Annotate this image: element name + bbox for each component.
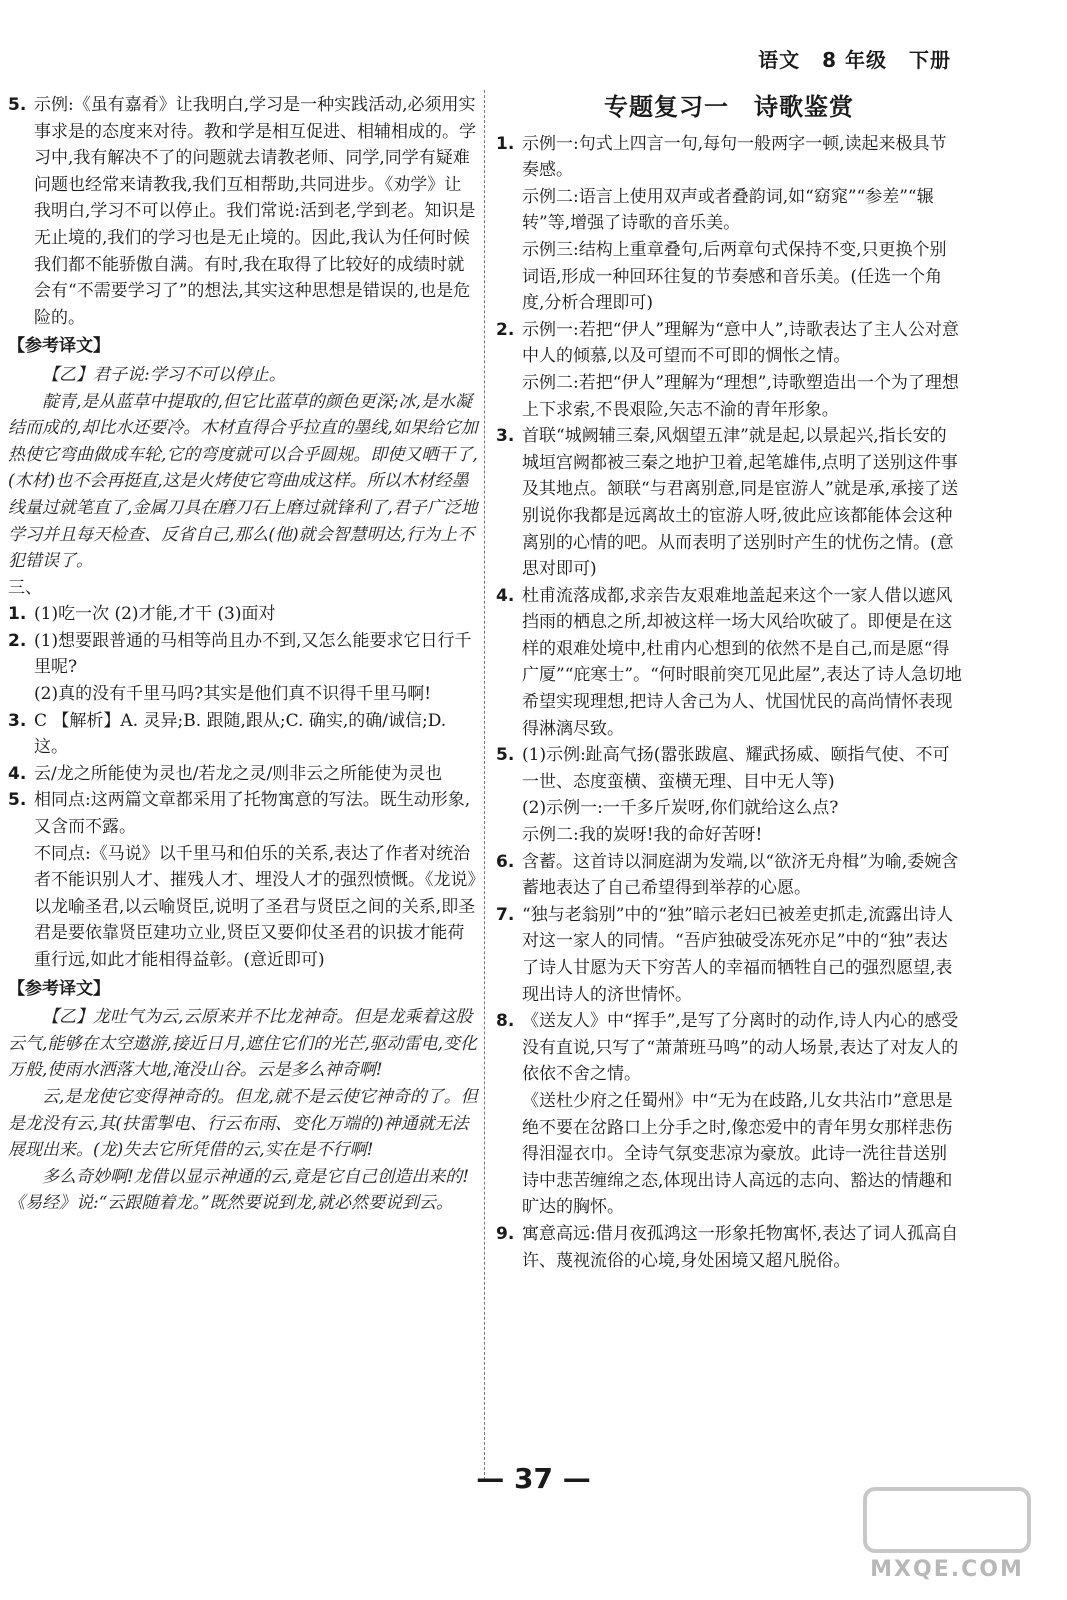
item-number: 9.: [496, 1223, 515, 1244]
item-text: 含蓄。这首诗以洞庭湖为发端,以“欲济无舟楫”为喻,委婉含蓄地表达了自己希望得到举荐的心愿。: [522, 851, 959, 899]
answer-item: [496, 902, 962, 1008]
answer-item: [496, 1008, 962, 1221]
item-text: (1)吃一次 (2)才能,才干 (3)面对: [34, 604, 276, 625]
item-number: 7.: [496, 904, 515, 925]
translation-paragraph: 云,是龙使它变得神奇的。但龙,就不是云使它神奇的了。但是龙没有云,其(扶雷掣电、行云布雨、变化万端的)神通就无法展现出来。(龙)失去它所凭借的云,实在是不行啊!: [8, 1086, 478, 1161]
item-number: 5.: [8, 95, 27, 115]
reference-translation-label: 【参考译文】: [8, 336, 110, 357]
item-text: C 【解析】A. 灵异;B. 跟随,跟从;C. 确实,的确/诚信;D. 这。: [34, 710, 447, 758]
item-text: (2)示例一:一千多斤炭呀,你们就给这么点?: [522, 798, 839, 819]
translation-paragraph: 靛青,是从蓝草中提取的,但它比蓝草的颜色更深;冰,是水凝结而成的,却比水还要冷。木材直得合乎拉直的墨线,如果给它加热使它弯曲做成车轮,它的弯度就可以合乎圆规。即使又晒干了,(木材)也不会再挺直,这是火烤使它弯曲成这样。所以木材经墨线量过就笔直了,金属刀具在磨刀石上磨过就锋利了,君子广泛地学习并且每天检查、反省自己,那么(他)就会智慧明达,行为上不犯错误了。: [8, 391, 478, 572]
answer-item: [8, 787, 478, 973]
left-column: [8, 92, 478, 1217]
header-volume: 下册: [909, 48, 951, 72]
right-column: [496, 92, 962, 1274]
answer-item: [8, 628, 478, 708]
item-text: 不同点:《马说》以千里马和伯乐的关系,表达了作者对统治者不能识别人才、摧残人才、埋没人才的强烈愤慨。《龙说》以龙喻圣君,以云喻贤臣,说明了圣君与贤臣之间的关系,即圣君是要依靠贤臣建功立业,贤臣又要仰仗圣君的识拔才能荷重行远,如此才能相得益彰。(意近即可): [34, 843, 476, 970]
reference-translation: [8, 1004, 478, 1217]
column-divider: [484, 90, 485, 1480]
item-text: 示例一:若把“伊人”理解为“意中人”,诗歌表达了主人公对意中人的倾慕,以及可望而不可即的惆怅之情。: [522, 319, 959, 367]
watermark-logo: [863, 1487, 1031, 1582]
answer-item: [8, 92, 478, 331]
item-text: 示例:《虽有嘉肴》让我明白,学习是一种实践活动,必须用实事求是的态度来对待。教和学是相互促进、相辅相成的。学习中,我有解决不了的问题就去请教老师、同学,同学有疑难问题也经常来请教我,我们互相帮助,共同进步。《劝学》让我明白,学习不可以停止。我们常说:活到老,学到老。知识是无止境的,我们的学习也是无止境的。因此,我认为任何时候我们都不能骄傲自满。有时,我在取得了比较好的成绩时就会有“不需要学习了”的想法,其实这种思想是错误的,也是危险的。: [34, 95, 476, 328]
answer-item: [496, 1221, 962, 1274]
item-number: 4.: [496, 585, 515, 606]
item-number: 6.: [496, 851, 515, 872]
item-number: 3.: [8, 710, 27, 731]
page-number: — 37 —: [476, 1462, 591, 1495]
answer-item: [8, 761, 478, 788]
item-number: 5.: [496, 745, 515, 766]
section-heading: 三、: [8, 577, 42, 598]
item-text: (2)真的没有千里马吗?其实是他们真不识得千里马啊!: [34, 684, 432, 705]
watermark-url: MXQE.COM: [870, 1557, 1024, 1582]
answer-item: [8, 601, 478, 628]
answer-item: [496, 423, 962, 583]
answer-item: [496, 317, 962, 423]
answer-item: [496, 131, 962, 317]
item-text: “独与老翁别”中的“独”暗示老妇已被差吏抓走,流露出诗人对这一家人的同情。“吾庐独破受冻死亦足”中的“独”表达了诗人甘愿为天下穷苦人的幸福而牺牲自己的强烈愿望,表现出诗人的济世情怀。: [522, 904, 954, 1005]
answer-item: [8, 708, 478, 761]
answer-item: [496, 583, 962, 743]
answer-item: [496, 849, 962, 902]
item-number: 8.: [496, 1011, 515, 1032]
right-answer-list: [496, 131, 962, 1275]
item-number: 1.: [496, 133, 515, 154]
item-number: 4.: [8, 763, 27, 784]
reference-translation: [8, 362, 478, 575]
item-text: 杜甫流落成都,求亲告友艰难地盖起来这个一家人借以遮风挡雨的栖息之所,却被这样一场大风给吹破了。即便是在这样的艰难处境中,杜甫内心想到的依然不是自己,而是愿“得广厦”“庇寒士”。“何时眼前突兀见此屋”,表达了诗人急切地希望实现理想,把诗人舍己为人、忧国忧民的高尚情怀表现得淋漓尽致。: [522, 585, 962, 739]
item-text: 示例二:若把“伊人”理解为“理想”,诗歌塑造出一个为了理想上下求索,不畏艰险,矢志不渝的青年形象。: [522, 372, 959, 420]
reference-translation-label: 【参考译文】: [8, 978, 110, 999]
header-grade: 8 年级: [822, 48, 888, 72]
item-text: 寓意高远:借月夜孤鸿这一形象托物寓怀,表达了词人孤高自许、蔑视流俗的心境,身处困境又超凡脱俗。: [522, 1223, 959, 1271]
item-text: (1)示例:趾高气扬(嚣张跋扈、耀武扬威、颐指气使、不可一世、态度蛮横、蛮横无理、目中无人等): [522, 745, 950, 792]
item-text: 示例二:语言上使用双声或者叠韵词,如“窈窕”“参差”“辗转”等,增强了诗歌的音乐美。: [522, 186, 934, 234]
item-text: 相同点:这两篇文章都采用了托物寓意的写法。既生动形象,又含而不露。: [34, 790, 471, 838]
watermark-icon: [863, 1487, 1031, 1553]
item-text: 《送友人》中“挥手”,是写了分离时的动作,诗人内心的感受没有直说,只写了“萧萧班马鸣”的动人场景,表达了对友人的依依不舍之情。: [522, 1011, 959, 1085]
item-number: 3.: [496, 426, 515, 447]
item-number: 2.: [8, 630, 27, 651]
translation-paragraph: 【乙】龙吐气为云,云原来并不比龙神奇。但是龙乘着这股云气,能够在太空遨游,接近日月,遮住它们的光芒,驱动雷电,变化万般,使雨水洒落大地,淹没山谷。云是多么神奇啊!: [8, 1007, 478, 1081]
item-text: 示例三:结构上重章叠句,后两章句式保持不变,只更换个别词语,形成一种回环往复的节奏感和音乐美。(任选一个角度,分析合理即可): [522, 239, 947, 314]
item-number: 2.: [496, 319, 515, 340]
item-text: (1)想要跟普通的马相等尚且办不到,又怎么能要求它日行千里呢?: [34, 630, 472, 678]
translation-paragraph: 多么奇妙啊!龙借以显示神通的云,竟是它自己创造出来的!《易经》说:“云跟随着龙。”既然要说到龙,就必然要说到云。: [8, 1166, 470, 1214]
item-text: 云/龙之所能使为灵也/若龙之灵/则非云之所能使为灵也: [34, 763, 443, 784]
item-text: 首联“城阙辅三秦,风烟望五津”就是起,以景起兴,指长安的城垣宫阙都被三秦之地护卫着,起笔雄伟,点明了送别这件事及其地点。颔联“与君离别意,同是宦游人”就是承,承接了送别说你我都是远离故土的宦游人呀,彼此应该都能体会这种离别的心情的吧。从而表明了送别时产生的忧伤之情。(意思对即可): [522, 426, 959, 580]
item-text: 《送杜少府之任蜀州》中“无为在歧路,儿女共沾巾”意思是绝不要在岔路口上分手之时,像恋爱中的青年男女那样悲伤得泪湿衣巾。全诗气氛变悲凉为豪放。此诗一洗往昔送别诗中悲苦缠绵之态,体现出诗人高远的志向、豁达的情趣和旷达的胸怀。: [522, 1090, 953, 1218]
left-answer-list: [8, 601, 478, 973]
section-title: 专题复习一 诗歌鉴赏: [604, 93, 854, 121]
page-header: [744, 44, 951, 73]
item-text: 示例二:我的炭呀!我的命好苦呀!: [522, 825, 763, 846]
item-number: 1.: [8, 604, 27, 625]
translation-paragraph: 【乙】君子说:学习不可以停止。: [42, 364, 286, 385]
header-subject: 语文: [758, 48, 801, 72]
answer-item: [496, 742, 962, 848]
item-text: 示例一:句式上四言一句,每句一般两字一顿,读起来极具节奏感。: [522, 133, 947, 181]
item-number: 5.: [8, 790, 27, 811]
